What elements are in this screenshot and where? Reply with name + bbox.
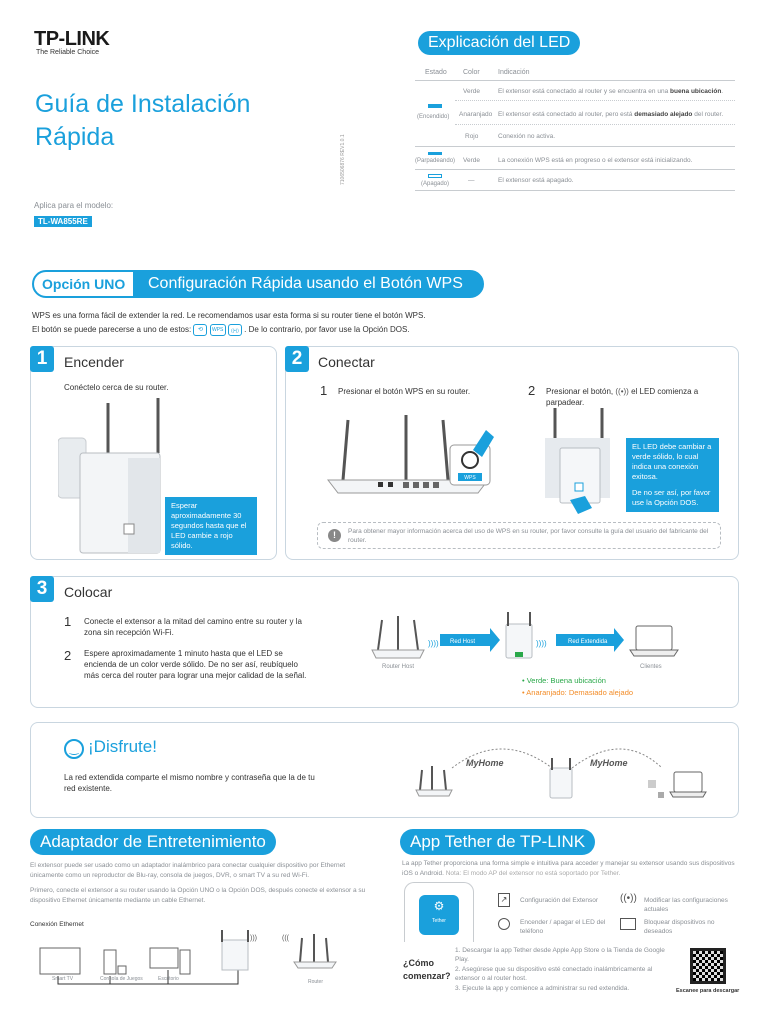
svg-text:))): ))) (250, 935, 257, 942)
tether-heading: App Tether de TP-LINK (400, 829, 595, 855)
step2-tooltip1: EL LED debe cambiar a verde sólido, lo cual indica una conexión exitosa. (626, 438, 719, 486)
doc-code: 7106506876 REV1.0.1 (340, 134, 346, 185)
model-label: Aplica para el modelo: (34, 201, 114, 210)
extender-plug-illustration (58, 398, 178, 558)
enjoy-text: La red extendida comparte el mismo nombre y contraseña que la de tu red existente. (64, 773, 315, 793)
info-icon: ! (328, 529, 341, 542)
step2-note-box (317, 522, 721, 549)
qr-code[interactable] (690, 948, 726, 984)
tether-app-icon (419, 895, 459, 935)
arrow-host-label: Red Host (450, 639, 476, 645)
wps-label: WPS (464, 475, 476, 481)
adapter-p2: Primero, conecte el extensor a su router usando la Opción UNO o la Opción DOS, después conecte el extensor a su dispositivo Ethernet únicamente mediante un cable Ethernet. (30, 887, 366, 904)
step3-number: 3 (30, 576, 54, 602)
svg-text:(((: ((( (282, 935, 289, 942)
led-on-bar (428, 104, 442, 108)
wifi-gear-icon: ⚙ (433, 899, 445, 913)
bulb-icon (498, 918, 510, 930)
step3-item1-num: 1 (64, 614, 72, 629)
arrow-extended-label: Red Extendida (568, 639, 608, 645)
option-one-tag: Opción UNO (34, 272, 133, 296)
led-row4-color: Verde (463, 157, 480, 164)
ssid-label-2: MyHome (590, 758, 628, 768)
adapter-illustration (38, 928, 348, 988)
tp-link-logo (34, 28, 134, 58)
step1-title: Encender (64, 354, 124, 370)
led-row2-text: El extensor está conectado al router, pero está demasiado alejado del router. (498, 111, 724, 118)
step1-text: Conéctelo cerca de su router. (64, 383, 169, 392)
led-row1-color: Verde (463, 88, 480, 95)
led-row3-text: Conexión no activa. (498, 133, 556, 140)
tether-step-1: 1. Descargar la app Tether desde Apple App Store o la Tienda de Google Play. (455, 947, 665, 963)
step2-sub2-num: 2 (528, 383, 536, 398)
step3-item2-num: 2 (64, 648, 72, 663)
enjoy-heading: ¡Disfrute! (88, 737, 157, 756)
led-table (415, 68, 740, 198)
title-line2: Rápida (35, 123, 115, 151)
led-blink-bar (428, 152, 442, 155)
legend-far: • Anaranjado: Demasiado alejado (522, 688, 634, 697)
option-one-heading (32, 270, 484, 298)
led-state-blinking: (Parpadeando) (415, 158, 456, 164)
placement-diagram (368, 612, 686, 672)
legend-good: • Verde: Buena ubicación (522, 676, 606, 685)
led-row5-text: El extensor está apagado. (498, 177, 574, 184)
tether-intro: La app Tether proporciona una forma simple e intuitiva para acceder y manejar su extensor usando sus dispositivos iOS o Android. Nota: El modo AP del extensor no está soportado por Tether. (402, 860, 735, 877)
step2-sub2-text: Presionar el botón, ((•)) el LED comienza a parpadear. (546, 387, 699, 407)
tether-how-question: ¿Cómo comenzar? (403, 958, 451, 981)
led-row4-text: La conexión WPS está en progreso o el extensor está inicializando. (498, 157, 693, 164)
led-off-bar (428, 174, 442, 178)
qr-label: Escanee para descargar (676, 988, 740, 994)
block-device-icon (620, 918, 636, 930)
logo-text: TP-LINK (34, 28, 110, 50)
device-router: Router (308, 979, 324, 985)
led-header-indication: Indicación (498, 69, 530, 76)
tether-app-label: Tether (432, 918, 446, 924)
svg-text:)))): )))) (536, 639, 547, 648)
option-one-title: Configuración Rápida usando el Botón WPS (148, 275, 463, 292)
adapter-heading: Adaptador de Entretenimiento (30, 829, 276, 855)
led-row2-color: Anaranjado (459, 111, 493, 118)
wifi-icon: ((•)) (620, 893, 637, 904)
led-row5-color: — (468, 177, 475, 184)
wps-refresh-icon: ⟲ (193, 324, 207, 336)
step1-number: 1 (30, 346, 54, 372)
led-state-off: (Apagado) (421, 181, 450, 187)
logo-tagline: The Reliable Choice (36, 49, 100, 56)
page-title (35, 88, 315, 154)
option-one-intro2: El botón se puede parecerse a uno de estos: ⟲ WPS ((•)) . De lo contrario, por favor use la Opción DOS. (32, 325, 410, 335)
tether-step-3: 3. Ejecute la app y comience a administrar su red extendida. (455, 985, 630, 992)
option-one-intro1: WPS es una forma fácil de extender la red. Le recomendamos usar esta forma si su router tiene el botón WPS. (32, 311, 426, 320)
step2-note-text: Para obtener mayor información acerca del uso de WPS en su router, por favor consulte la guía del usuario del fabricante del router. (348, 528, 709, 544)
step2-sub1-text: Presionar el botón WPS en su router. (338, 387, 471, 396)
led-state-on: (Encendido) (417, 114, 450, 120)
tether-step-2: 2. Asegúrese que su dispositivo esté conectado inalámbricamente al extensor o al router host. (455, 966, 653, 982)
device-console: Consola de Juegos (100, 976, 143, 982)
title-line1: Guía de Instalación (35, 90, 251, 118)
adapter-conn-label: Conexión Ethernet (30, 921, 84, 928)
smile-icon: ‿ (64, 739, 84, 759)
extender-press-illustration (540, 408, 620, 518)
wps-button-icon: ((•)) (615, 387, 629, 396)
device-smart-tv: Smart TV (52, 976, 74, 982)
tether-phone (404, 882, 474, 942)
settings-icon: ↗ (498, 893, 510, 907)
step2-sub1-num: 1 (320, 383, 328, 398)
router-host-label: Router Host (382, 664, 415, 670)
svg-text:)))): )))) (428, 639, 439, 648)
led-heading: Explicación del LED (418, 31, 580, 55)
wps-text-icon: WPS (210, 324, 226, 336)
enjoy-illustration (412, 740, 722, 810)
step2-tooltip2: De no ser así, por favor use la Opción DOS. (626, 484, 719, 512)
clients-label: Clientes (640, 664, 662, 670)
adapter-p1: El extensor puede ser usado como un adaptador inalámbrico para conectar cualquier dispositivo por Ethernet únicamente como un reproductor de Blu-ray, consola de juegos, DVR, o smart TV a su red Wi-Fi. (30, 862, 346, 879)
model-block (34, 201, 113, 229)
ssid-label-1: MyHome (466, 758, 504, 768)
router-wps-illustration (318, 415, 498, 505)
led-header-state: Estado (425, 69, 447, 76)
step2-number: 2 (285, 346, 309, 372)
step3-item1-text: Conecte el extensor a la mitad del camino entre su router y la zona sin recepción Wi-Fi. (84, 617, 302, 637)
step1-tooltip: Esperar aproximadamente 30 segundos hasta que el LED cambie a rojo sólido. (165, 497, 257, 555)
led-row3-color: Rojo (465, 133, 479, 140)
step3-item2-text: Espere aproximadamente 1 minuto hasta que el LED se encienda de un color verde sólido. De no ser así, reubíquelo más cerca del router para lograr una mejor calidad de la señal. (84, 649, 307, 680)
model-name: TL-WA855RE (34, 216, 92, 227)
led-row1-text: El extensor está conectado al router y se encuentra en una buena ubicación. (498, 88, 724, 95)
led-header-color: Color (463, 69, 480, 76)
device-desktop: Escritorio (158, 976, 179, 982)
wps-signal-icon: ((•)) (228, 324, 242, 336)
step3-title: Colocar (64, 584, 113, 600)
step2-title: Conectar (318, 354, 375, 370)
